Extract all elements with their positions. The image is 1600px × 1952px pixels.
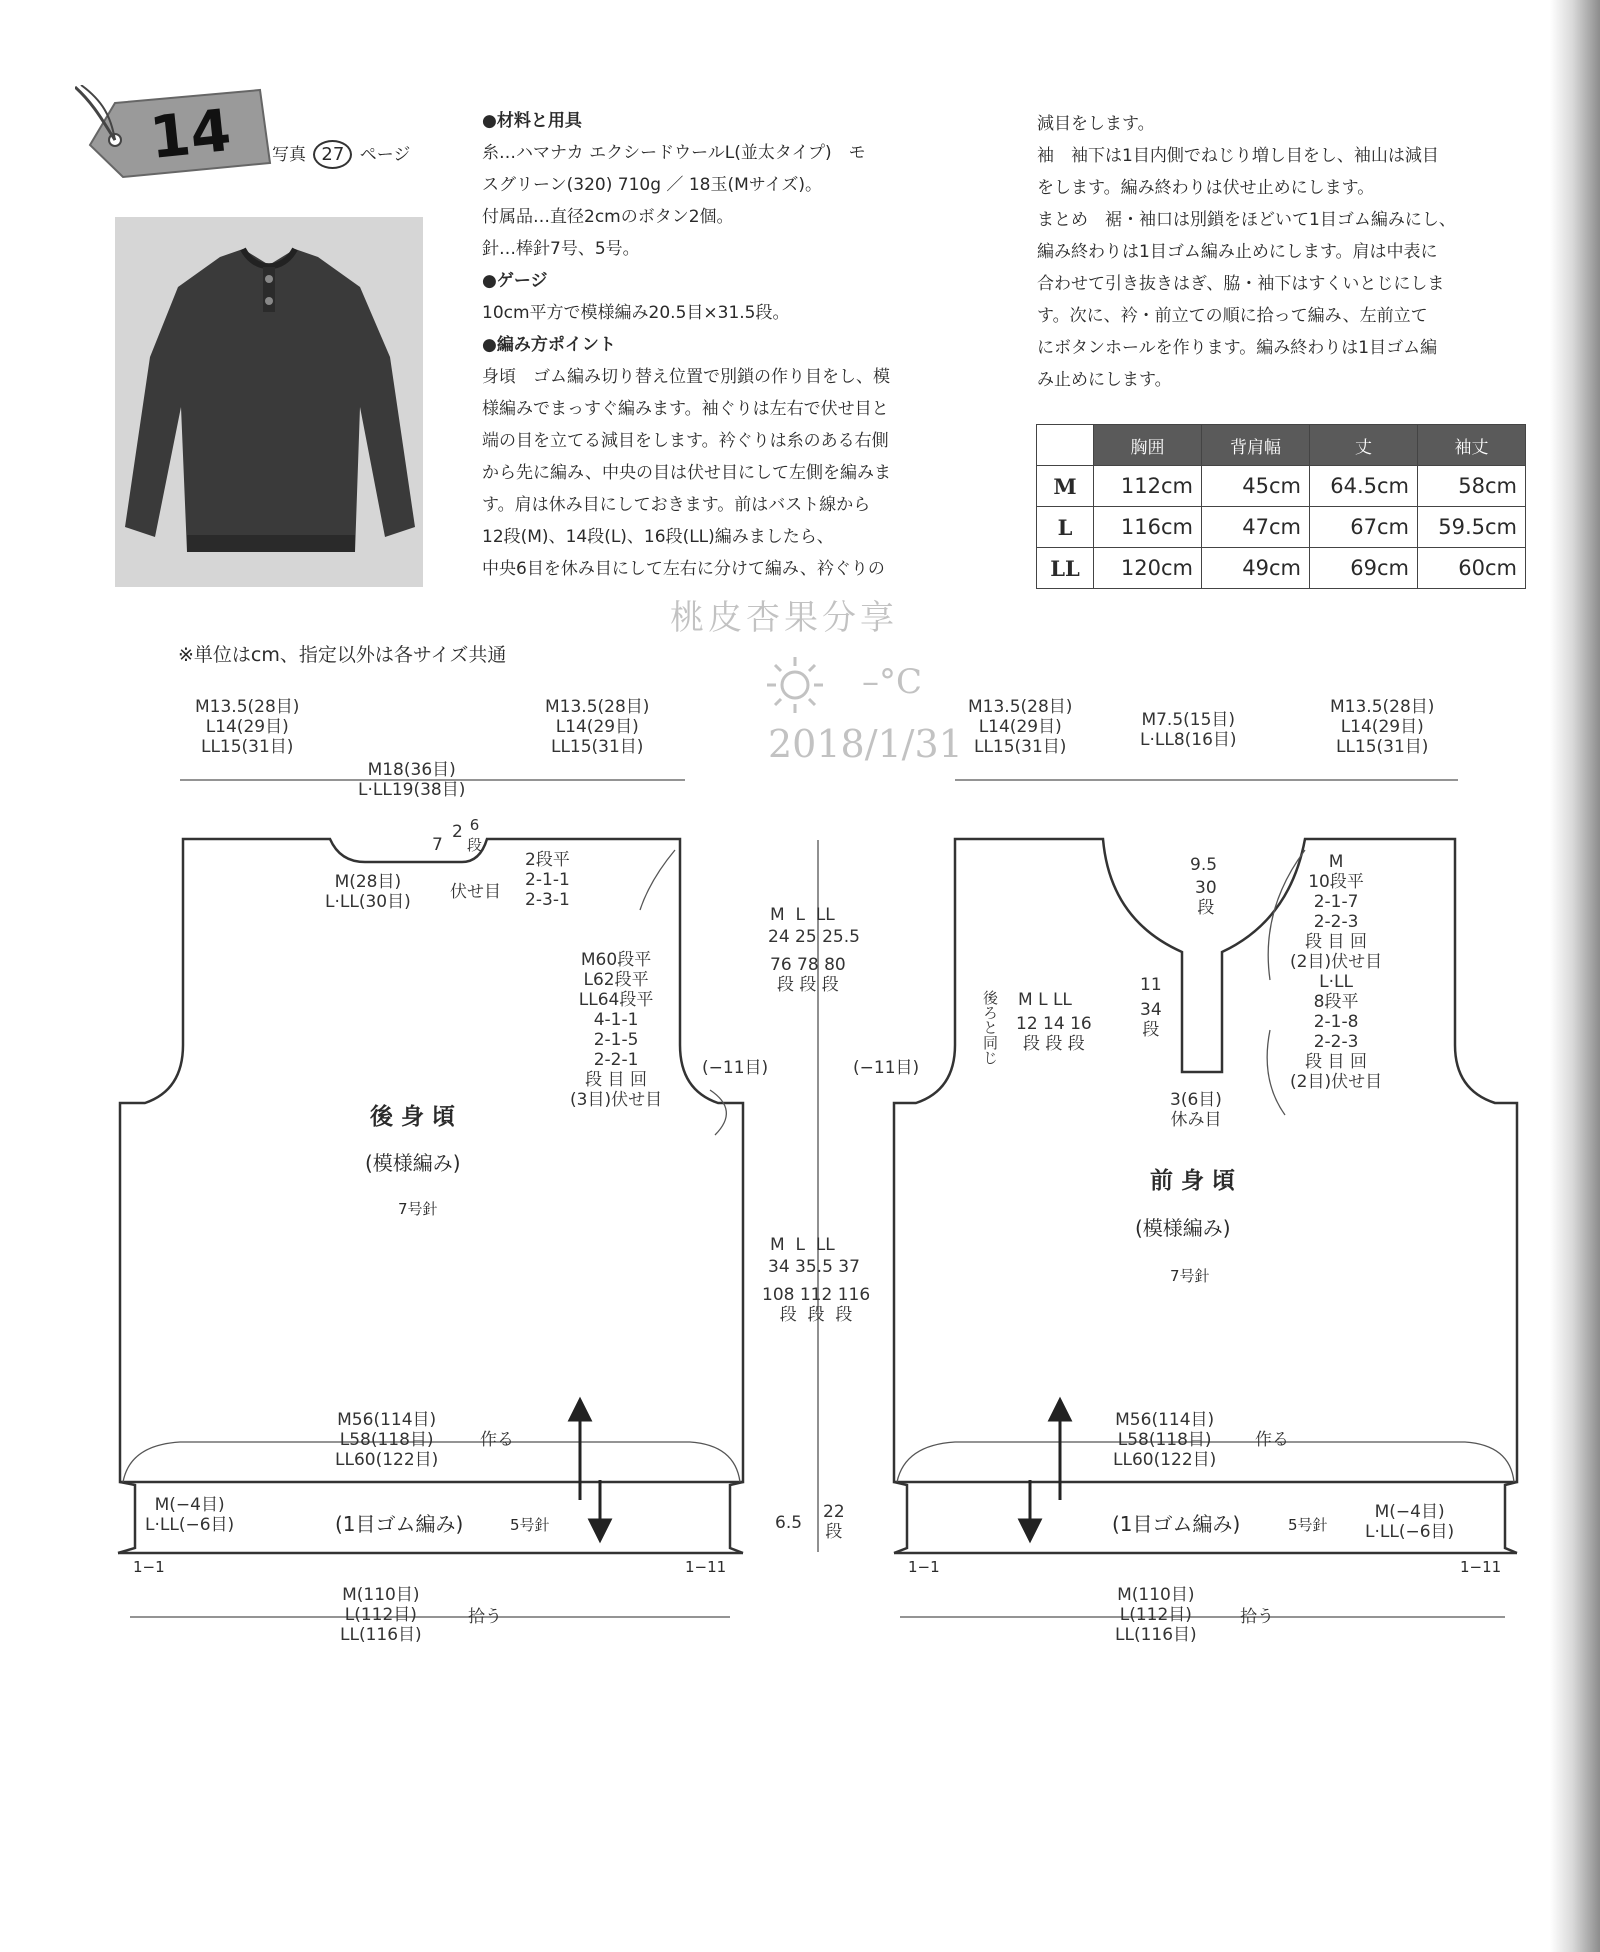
size-value: 58cm — [1418, 466, 1526, 507]
back-pickup: M(110目) L(112目) LL(116目) — [340, 1585, 422, 1645]
size-value: 64.5cm — [1310, 466, 1418, 507]
back-armhole-decrease: M60段平 L62段平 LL64段平 4-1-1 2-1-5 2-2-1 段 目 回 (3目)伏せ目 — [570, 950, 663, 1110]
front-cast-on: M56(114目) L58(118目) LL60(122目) — [1113, 1410, 1217, 1470]
size-value: 112cm — [1094, 466, 1202, 507]
front-pickup: M(110目) L(112目) LL(116目) — [1115, 1585, 1197, 1645]
lower-cm: 34 35.5 37 — [768, 1257, 860, 1277]
front-neck-decrease: M 10段平 2-1-7 2-2-3 段 目 回 (2目)伏せ目 L·LL 8段平 2-1-8 2-2-3 段 目 回 (2目)伏せ目 — [1290, 852, 1383, 1092]
points-line: す。次に、衿・前立ての順に拾って編み、左前立て — [1037, 306, 1428, 326]
back-armhole-minus: (−11目) — [702, 1058, 769, 1078]
front-placket-cm: 11 — [1140, 975, 1162, 995]
front-placket-hold: 3(6目) 休み目 — [1170, 1090, 1222, 1130]
back-rib-left-mark: 1−1 — [133, 1558, 165, 1576]
gauge-heading: ●ゲージ — [482, 271, 548, 291]
front-split-sizes: M L LL — [1018, 990, 1072, 1010]
back-neck-bind-off-label: 伏せ目 — [450, 882, 501, 902]
front-top-left-dimension: M13.5(28目) L14(29目) LL15(31目) — [968, 697, 1073, 757]
upper-cm: 24 25 25.5 — [768, 927, 860, 947]
front-rib-right-mark: 1−11 — [1460, 1558, 1502, 1576]
points-line: 端の目を立てる減目をします。衿ぐりは糸のある右側 — [482, 431, 889, 451]
front-ribbing-decrease: M(−4目) L·LL(−6目) — [1365, 1502, 1455, 1542]
rib-cm: 6.5 — [775, 1513, 803, 1533]
back-rib-right-mark: 1−11 — [685, 1558, 727, 1576]
front-same-as-back: 後ろと同じ — [981, 990, 999, 1065]
front-top-center-dimension: M7.5(15目) L·LL8(16目) — [1140, 710, 1237, 750]
size-table-header: 胸囲 — [1094, 425, 1202, 466]
photo-ref-suffix: ページ — [359, 145, 411, 165]
size-value: 60cm — [1418, 548, 1526, 589]
upper-rows: 76 78 80 段 段 段 — [770, 955, 846, 995]
units-note: ※単位はcm、指定以外は各サイズ共通 — [178, 644, 507, 666]
gauge-line: 10cm平方で模様編み20.5目×31.5段。 — [482, 303, 790, 323]
back-cast-on-label: 作る — [480, 1430, 514, 1450]
back-top-right-dimension: M13.5(28目) L14(29目) LL15(31目) — [545, 697, 650, 757]
lower-sizes: M L LL — [770, 1235, 835, 1255]
back-neck-seven: 7 — [432, 835, 443, 855]
front-cast-on-label: 作る — [1255, 1430, 1289, 1450]
lower-rows: 108 112 116 段 段 段 — [762, 1285, 871, 1325]
points-heading: ●編み方ポイント — [482, 335, 616, 355]
page-edge-shadow — [1550, 0, 1600, 1952]
back-pickup-label: 拾う — [468, 1607, 502, 1627]
materials-line-3: 付属品…直径2cmのボタン2個。 — [482, 207, 734, 227]
materials-line-2: スグリーン(320) 710g ／ 18玉(Mサイズ)。 — [482, 175, 823, 195]
size-table-header: 背肩幅 — [1202, 425, 1310, 466]
size-value: 116cm — [1094, 507, 1202, 548]
points-line: 袖 袖下は1目内側でねじり増し目をし、袖山は減目 — [1037, 146, 1439, 166]
size-value: 45cm — [1202, 466, 1310, 507]
size-table-header: 袖丈 — [1418, 425, 1526, 466]
points-line: まとめ 裾・袖口は別鎖をほどいて1目ゴム編みにし、 — [1037, 210, 1456, 230]
back-needle: 7号針 — [398, 1200, 438, 1218]
size-value: 120cm — [1094, 548, 1202, 589]
back-cast-on: M56(114目) L58(118目) LL60(122目) — [335, 1410, 439, 1470]
size-value: 49cm — [1202, 548, 1310, 589]
watermark-temperature: –°C — [862, 662, 923, 702]
points-line: から先に編み、中央の目は伏せ目にして左側を編みま — [482, 463, 892, 483]
back-top-left-dimension: M13.5(28目) L14(29目) LL15(31目) — [195, 697, 300, 757]
front-placket-rows: 34 段 — [1140, 1000, 1162, 1040]
size-value: 59.5cm — [1418, 507, 1526, 548]
points-line: 減目をします。 — [1037, 114, 1155, 134]
front-title: 前身頃 — [1150, 1168, 1243, 1194]
points-line: 身頃 ゴム編み切り替え位置で別鎖の作り目をし、模 — [482, 367, 890, 387]
size-label: LL — [1037, 548, 1094, 589]
points-line: 様編みでまっすぐ編みます。袖ぐりは左右で伏せ目と — [482, 399, 889, 419]
points-line: 合わせて引き抜きはぎ、脇・袖下はすくいとじにしま — [1037, 274, 1445, 294]
front-pattern: (模様編み) — [1135, 1216, 1231, 1240]
front-rib-left-mark: 1−1 — [908, 1558, 940, 1576]
back-neck-rows: 2 — [452, 822, 463, 842]
points-line: 中央6目を休み目にして左右に分けて編み、衿ぐりの — [482, 559, 885, 579]
front-pickup-label: 拾う — [1240, 1607, 1274, 1627]
front-armhole-minus: (−11目) — [853, 1058, 920, 1078]
photo-ref-page: 27 — [313, 140, 352, 169]
materials-line-1: 糸…ハマナカ エクシードウールL(並太タイプ) モ — [482, 143, 866, 163]
materials-heading: ●材料と用具 — [482, 111, 582, 131]
size-value: 67cm — [1310, 507, 1418, 548]
pattern-number: 14 — [146, 95, 235, 173]
watermark-date: 2018/1/31 — [768, 722, 963, 766]
back-neck-bind-off: M(28目) L·LL(30目) — [325, 872, 411, 912]
front-ribbing-needle: 5号針 — [1288, 1516, 1328, 1534]
back-neck-rows-vertical: 6 段 — [467, 816, 483, 854]
front-needle: 7号針 — [1170, 1267, 1210, 1285]
back-top-center-dimension: M18(36目) L·LL19(38目) — [358, 760, 466, 800]
size-label: L — [1037, 507, 1094, 548]
front-neck-cm: 9.5 — [1190, 855, 1218, 875]
points-line: み止めにします。 — [1037, 370, 1172, 390]
size-label: M — [1037, 466, 1094, 507]
points-line: 編み終わりは1目ゴム編み止めにします。肩は中表に — [1037, 242, 1438, 262]
points-line: す。肩は休み目にしておきます。前はバスト線から — [482, 495, 871, 515]
back-ribbing-decrease: M(−4目) L·LL(−6目) — [145, 1495, 235, 1535]
back-ribbing-needle: 5号針 — [510, 1516, 550, 1534]
points-line: 12段(M)、14段(L)、16段(LL)編みましたら、 — [482, 527, 834, 547]
back-title: 後身頃 — [370, 1104, 463, 1130]
rib-rows: 22 段 — [823, 1502, 845, 1542]
size-value: 69cm — [1310, 548, 1418, 589]
front-ribbing: (1目ゴム編み) — [1112, 1512, 1241, 1536]
photo-ref-prefix: 写真 — [272, 145, 306, 165]
front-top-right-dimension: M13.5(28目) L14(29目) LL15(31目) — [1330, 697, 1435, 757]
size-value: 47cm — [1202, 507, 1310, 548]
front-neck-rows: 30 段 — [1195, 878, 1217, 918]
points-line: にボタンホールを作ります。編み終わりは1目ゴム編 — [1037, 338, 1438, 358]
materials-line-4: 針…棒針7号、5号。 — [482, 239, 640, 259]
back-ribbing: (1目ゴム編み) — [335, 1512, 464, 1536]
watermark-text: 桃皮杏果分享 — [670, 598, 898, 638]
front-split-rows: 12 14 16 段 段 段 — [1016, 1014, 1092, 1054]
points-line: をします。編み終わりは伏せ止めにします。 — [1037, 178, 1375, 198]
upper-sizes: M L LL — [770, 905, 835, 925]
back-shoulder-decrease: 2段平 2-1-1 2-3-1 — [525, 850, 570, 910]
back-pattern: (模様編み) — [365, 1151, 461, 1175]
size-table-header: 丈 — [1310, 425, 1418, 466]
